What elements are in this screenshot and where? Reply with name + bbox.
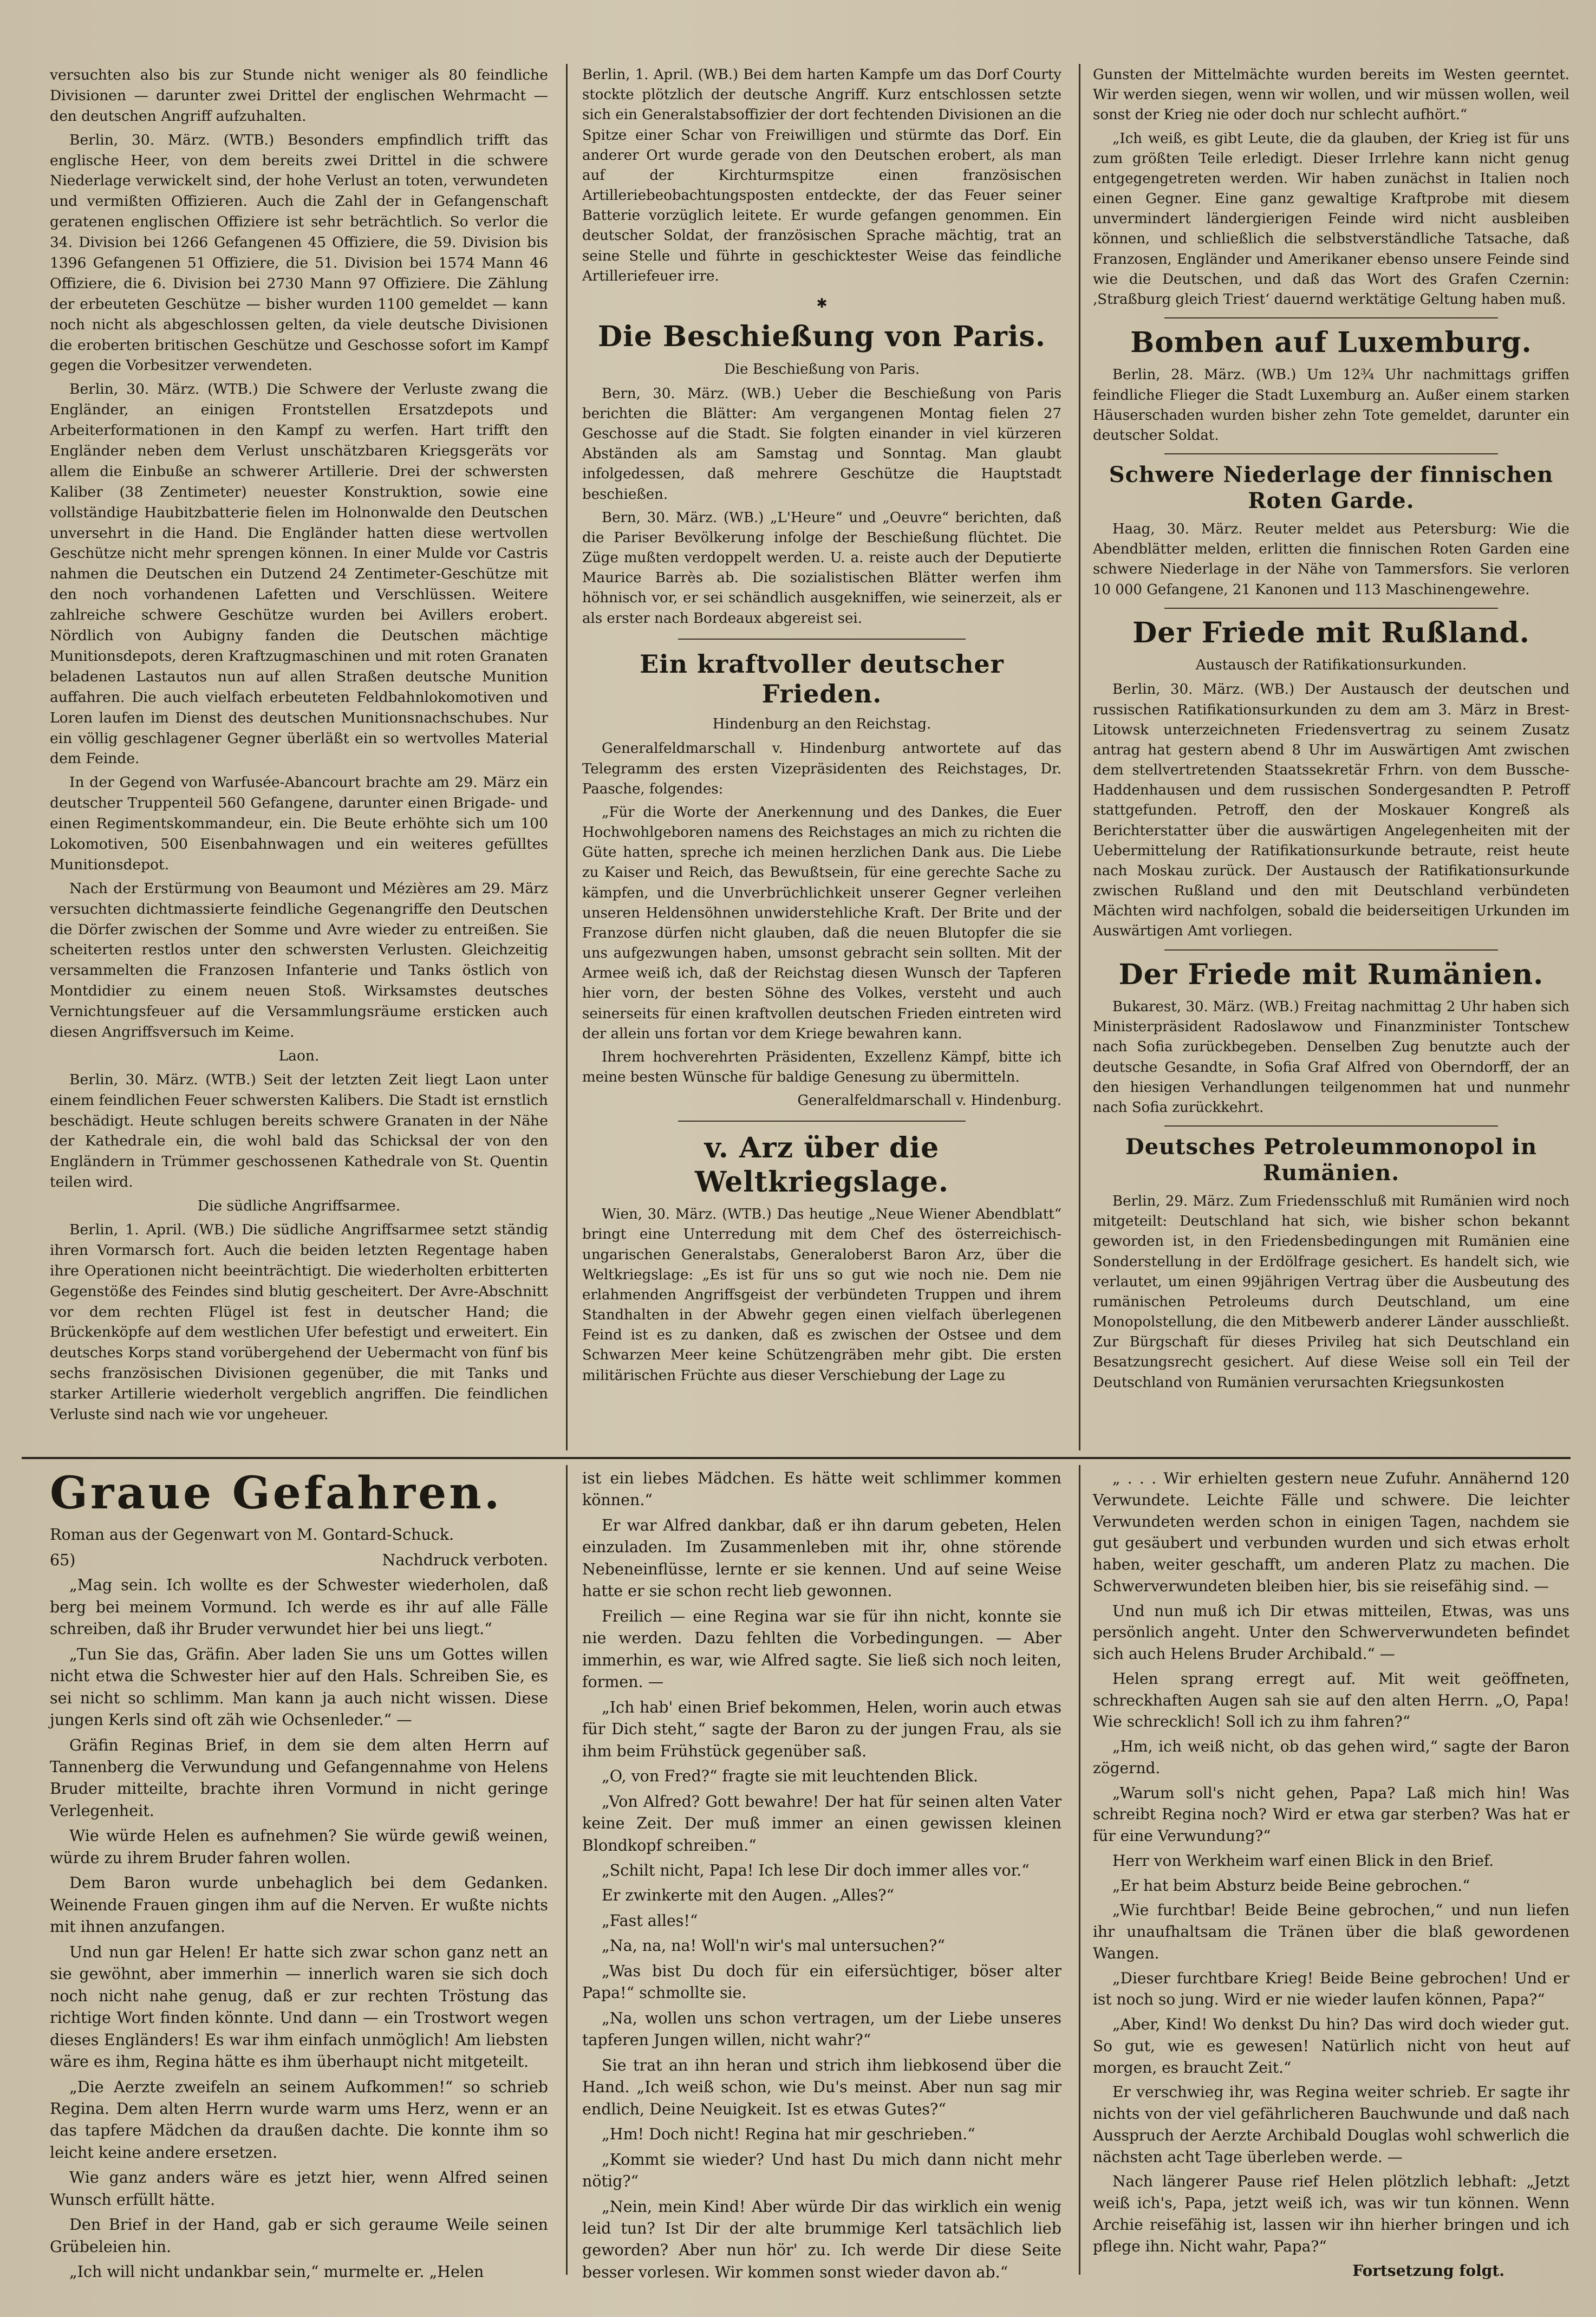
article-paragraph: Wien, 30. März. (WTB.) Das heutige „Neue Wiener Abendblatt“ bringt eine Unterredung mit dem Chef des österreichisch-ungarischen Generalstabs, Generaloberst Baron Arz, über die Weltkriegslage: „Es ist für uns so gut wie noch nie. Dem nie erlahmenden Angriffsgeist der verbündeten Truppen und ihrem Standhalten in der Abwehr gegen einen vielfach überlegenen Feind ist es zu danken, daß es zwischen der Ostsee und dem Schwarzen Meer keine Schützengräben mehr gibt. Die ersten militärischen Früchte aus dieser Verschiebung der Lage zu [582,1206,1061,1384]
serial-paragraph: „Die Aerzte zweifeln an seinem Aufkommen!“ so schrieb Regina. Dem alten Herrn wurde warm ums Herz, wenn er an das tapfere Mädchen da draußen dachte. Die konnte ihm so leicht keine andere ersetzen. [50,2078,548,2162]
serial-paragraph: Dem Baron wurde unbehaglich bei dem Gedanken. Weinende Frauen gingen ihm auf die Nerven. Er wußte nichts mit ihnen anzufangen. [50,1874,548,1936]
article-paragraph: Ihrem hochverehrten Präsidenten, Exzellenz Kämpf, bitte ich meine besten Wünsche für baldige Genesung zu übermitteln. [582,1049,1061,1086]
serial-paragraph: Wie würde Helen es aufnehmen? Sie würde gewiß weinen, würde zu ihrem Bruder fahren wollen. [50,1827,548,1867]
serial-paragraph: „Mag sein. Ich wollte es der Schwester wiederholen, daß berg bei meinem Vormund. Ich werde es ihr auf alle Fälle schreiben, daß ihr Bruder verwundet hier bei uns liegt.“ [50,1576,548,1638]
serial-paragraph: „Ich will nicht undankbar sein,“ murmelte er. „Helen [69,2263,484,2281]
serial-paragraph: „Wie furchtbar! Beide Beine gebrochen,“ und nun liefen ihr unaufhaltsam die Tränen über die blaß gewordenen Wangen. [1093,1901,1569,1962]
article-paragraph: Nach der Erstürmung von Beaumont und Mézières am 29. März versuchten dichtmassierte feindliche Gegenangriffe den Deutschen die Dörfer zwischen der Somme und Avre wieder zu entreißen. Sie scheiterten restlos unter den schwersten Verlusten. Gleichzeitig versammelten die Franzosen Infanterie und Tanks östlich von Montdidier zu einem neuen Stoß. Wirksamstes deutsches Vernichtungsfeuer auf die Versammlungsräume ersticken auch diesen Angriffsversuch im Keime. [50,880,548,1040]
serial-paragraph: Und nun gar Helen! Er hatte sich zwar schon ganz nett an sie gewöhnt, aber immerhin — innerlich waren sie sich doch noch nicht nahe genug, daß er zur rechten Tröstung das richtige Wort finden könnte. Und dann — ein Trostwort wegen dieses Engländers! Es war ihm einfach unmöglich! Am liebsten wäre es ihm, Regina hätte es ihm überhaupt nicht mitgeteilt. [50,1943,548,2071]
article-paragraph: Berlin, 30. März. (WTB.) Seit der letzten Zeit liegt Laon unter einem feindlichen Feuer schwersten Kalibers. Die Stadt ist ernstlich beschädigt. Heute schlugen bereits schwere Granaten in der Nähe der Kathedrale ein, die wohl bald das Schicksal der von den Engländern in Trümmer geschossenen Kathedrale von St. Quentin teilen wird. [50,1071,548,1191]
serial-paragraph: „O, von Fred?“ fragte sie mit leuchtenden Blick. [602,1767,979,1786]
section-rule [1164,317,1498,318]
subheadline-frieden: Hindenburg an den Reichstag. [712,716,931,733]
section-rule [1164,453,1498,454]
serial-column-1 [50,1468,548,2287]
serial-paragraph: „Tun Sie das, Gräfin. Aber laden Sie uns um Gottes willen nicht etwa die Schwester hier auf den Hals. Schreiben Sie, es sei nicht so schlimm. Man kann ja auch nicht wissen. Diese jungen Kerls sind oft zäh wie Ochsenleder.“ — [50,1645,548,1729]
headline-frieden: Ein kraftvoller deutscher Frieden. [640,649,1004,709]
serial-paragraph: Den Brief in der Hand, gab er sich geraume Weile seinen Grübeleien hin. [50,2216,548,2256]
serial-paragraph: „Er hat beim Absturz beide Beine gebrochen.“ [1112,1876,1470,1895]
serial-column-2 [582,1468,1061,2287]
signature-hindenburg: Generalfeldmarschall v. Hindenburg. [797,1092,1061,1109]
headline-finnland: Schwere Niederlage der finnischen Roten Garde. [1109,462,1554,514]
article-paragraph: Bern, 30. März. (WB.) „L'Heure“ und „Oeuvre“ berichten, daß die Pariser Bevölkerung infolge der Beschießung flüchtet. Die Züge mußten verdoppelt werden. U. a. reiste auch der Deputierte Maurice Barrès ab. Die sozialistischen Blätter werfen ihm höhnisch vor, er sei schändlich ausgekniffen, wie seinerzeit, als er als erster nach Bordeaux abgereist sei. [582,509,1061,627]
serial-installment: 65) [50,1551,76,1569]
section-rule [678,639,966,640]
article-paragraph: Berlin, 28. März. (WB.) Um 12¾ Uhr nachmittags griffen feindliche Flieger die Stadt Luxemburg an. Außer einem starken Häuserschaden wurden bisher zehn Tote gemeldet, darunter ein deutscher Soldat. [1093,367,1569,444]
news-column-1 [50,65,548,1428]
subheadline-paris: Die Beschießung von Paris. [724,361,920,378]
serial-paragraph: Herr von Werkheim warf einen Blick in den Brief. [1112,1851,1494,1870]
serial-paragraph: „Na, wollen uns schon vertragen, um der Liebe unseres tapferen Jungen willen, nicht wahr?“ [582,2009,1061,2049]
headline-rumaenien: Der Friede mit Rumänien. [1118,958,1544,991]
serial-continued: Fortsetzung folgt. [1352,2262,1504,2280]
column-rule [1079,64,1080,1450]
headline-arz: v. Arz über die Weltkriegslage. [695,1131,949,1199]
serial-paragraph: Er zwinkerte mit den Augen. „Alles?“ [602,1886,895,1905]
serial-paragraph: „Ich hab' einen Brief bekommen, Helen, worin auch etwas für Dich steht,“ sagte der Baron zu der jungen Frau, als sie ihm beim Frühstück gegenüber saß. [582,1698,1061,1760]
article-paragraph: In der Gegend von Warfusée-Abancourt brachte am 29. März ein deutscher Truppenteil 560 Gefangene, darunter einen Brigade- und einen Regimentskommandeur, ein. Die Beute erhöhte sich um 100 Lokomotiven, 500 Eisenbahnwagen und ein weiteres gefülltes Munitionsdepot. [50,774,548,873]
article-paragraph: versuchten also bis zur Stunde nicht weniger als 80 feindliche Divisionen — darunter zwei Drittel der englischen Wehrmacht — den deutschen Angriff aufzuhalten. [50,67,548,125]
article-paragraph: Berlin, 29. März. Zum Friedensschluß mit Rumänien wird noch mitgeteilt: Deutschland hat sich, wie bisher schon bekannt geworden ist, in den Friedensbedingungen mit Rumänien eine Sonderstellung in der Erdölfrage gesichert. Es handelt sich, wie verlautet, um einen 99jährigen Vertrag über die Ausbeutung des rumänischen Petroleums durch Deutschland, um eine Monopolstellung, die den Mitbewerb anderer Länder ausschließt. Zur Bürgschaft für dieses Privileg hat sich Deutschland ein Besatzungsrecht gesichert. Auf diese Weise soll ein Teil der Deutschland von Rumänien verursachten Kriegsunkosten [1093,1193,1569,1391]
column-rule [566,1465,568,2275]
serial-paragraph: ist ein liebes Mädchen. Es hätte weit schlimmer kommen können.“ [582,1469,1061,1509]
serial-byline: Roman aus der Gegenwart von M. Gontard-Schuck. [50,1526,454,1544]
news-column-3 [1093,65,1569,1396]
serial-paragraph: „Nein, mein Kind! Aber würde Dir das wirklich ein wenig leid tun? Ist Dir der alte brummige Kerl tatsächlich lieb geworden? Aber nun hör' zu. Ich werde Dir diese Seite besser vorlesen. Wir kommen sonst wieder davon ab.“ [582,2197,1061,2281]
serial-paragraph: Sie trat an ihn heran und strich ihm liebkosend über die Hand. „Ich weiß schon, wie Du's meinst. Aber nun sag mir endlich, Deine Neuigkeit. Ist es etwas Gutes?“ [582,2056,1061,2118]
article-paragraph: Berlin, 1. April. (WB.) Bei dem harten Kampfe um das Dorf Courty stockte plötzlich der deutsche Angriff. Kurz entschlossen setzte sich ein Generalstabsoffizier der dort fechtenden Divisionen an die Spitze einer Schar von Freiwilligen und stürmte das Dorf. Ein anderer Ort wurde gerade von den Deutschen erobert, als man auf der Kirchturmspitze einen französischen Artilleriebeobachtungsposten entdeckte, der das Feuer seiner Batterie vorzüglich leitete. Er wurde gefangen genommen. Ein deutscher Soldat, der französischen Sprache mächtig, trat an seine Stelle und führte in geschicktester Weise das feindliche Artilleriefeuer irre. [582,67,1061,284]
serial-rights: Nachdruck verboten. [382,1551,548,1569]
serial-paragraph: Und nun muß ich Dir etwas mitteilen, Etwas, was uns persönlich angeht. Unter den Schwerverwundeten befindet sich auch Helens Bruder Archibald.“ — [1093,1602,1569,1663]
headline-petroleum: Deutsches Petroleummonopol in Rumänien. [1125,1134,1538,1186]
serial-paragraph: Gräfin Reginas Brief, in dem sie dem alten Herrn auf Tannenberg die Verwundung und Gefangennahme von Helens Bruder mitteilte, brachte ihren Vormund in nicht geringe Verlegenheit. [50,1736,548,1820]
serial-paragraph: Er verschwieg ihr, was Regina weiter schrieb. Er sagte ihr nichts von der viel gefährlicheren Bauchwunde und daß nach Ausspruch der Aerzte Archibald Douglas wohl schwerlich die nächsten acht Tage überleben werde. — [1093,2083,1569,2166]
feuilleton-divider [22,1457,1571,1459]
serial-paragraph: „Aber, Kind! Wo denkst Du hin? Das wird doch wieder gut. So gut, wie es gewesen! Natürlich nicht von heut auf morgen, es braucht Zeit.“ [1093,2015,1569,2077]
serial-paragraph: „Fast alles!“ [602,1911,698,1930]
serial-paragraph: „Warum soll's nicht gehen, Papa? Laß mich hin! Was schreibt Regina noch? Wird er etwa gar sterben? Was hat er für eine Verwundung?“ [1093,1784,1569,1845]
article-paragraph: Bern, 30. März. (WB.) Ueber die Beschießung von Paris berichten die Blätter: Am vergangenen Montag fielen 27 Geschosse auf die Stadt. Sie folgten einander in viel kürzeren Abständen als am Samstag und Sonntag. Man glaubt infolgedessen, daß mehrere Geschütze die Hauptstadt beschießen. [582,385,1061,503]
article-paragraph: Berlin, 30. März. (WB.) Der Austausch der deutschen und russischen Ratifikationsurkunden zu dem am 3. März in Brest-Litowsk unterzeichneten Friedensvertrag zu seinem Zusatz antrag hat gestern abend 8 Uhr im Auswärtigen Amt zwischen dem stellvertretenden Staatssekretär Frhrn. von dem Bussche-Haddenhausen und dem russischen Sondergesandten P. Petroff stattgefunden. Petroff, den der Moskauer Kongreß als Berichterstatter über die auswärtigen Angelegenheiten mit der Uebermittelung der Ratifikationsurkunde betraute, reist heute nach Moskau zurück. Der Austausch der Ratifikationsurkunde zwischen Rußland und den mit Deutschland verbündeten Mächten wird nachfolgen, sobald die beiderseitigen Urkunden im Auswärtigen Amt vorliegen. [1093,681,1569,940]
section-rule [1164,608,1498,609]
article-paragraph: Haag, 30. März. Reuter meldet aus Petersburg: Wie die Abendblätter melden, erlitten die finnischen Roten Garden eine schwere Niederlage in der Nähe von Tammersfors. Sie verloren 10 000 Gefangene, 21 Kanonen und 113 Maschinengewehre. [1093,521,1569,598]
serial-paragraph: Wie ganz anders wäre es jetzt hier, wenn Alfred seinen Wunsch erfüllt hätte. [50,2169,548,2209]
serial-paragraph: „Was bist Du doch für ein eifersüchtiger, böser alter Papa!“ schmollte sie. [582,1962,1061,2002]
serial-paragraph: „Schilt nicht, Papa! Ich lese Dir doch immer alles vor.“ [602,1861,1030,1879]
serial-paragraph: „Von Alfred? Gott bewahre! Der hat für seinen alten Vater keine Zeit. Der muß immer an einen gewissen kleinen Blondkopf schreiben.“ [582,1792,1061,1854]
article-paragraph: Berlin, 30. März. (WTB.) Besonders empfindlich trifft das englische Heer, von dem bereits zwei Drittel in die schwere Niederlage verwickelt sind, der hohe Verlust an toten, verwundeten und vermißten Offizieren. Auch die Zahl der in Gefangenschaft geratenen englischen Offiziere ist sehr beträchtlich. So verlor die 34. Division bei 1266 Gefangenen 45 Offiziere, die 59. Division bis 1396 Gefangenen 51 Offiziere, die 51. Division bei 1574 Mann 46 Offiziere, die 6. Division bei 2730 Mann 97 Offiziere. Die Zählung der erbeuteten Geschütze — bisher wurden 1100 gemeldet — kann noch nicht als abgeschlossen gelten, da viele deutsche Divisionen die eroberten britischen Geschütze und Geschosse sofort im Kampf gegen die Vorbesitzer verwendeten. [50,131,548,374]
serial-paragraph: „ . . . Wir erhielten gestern neue Zufuhr. Annähernd 120 Verwundete. Leichte Fälle und schwere. Die leichter Verwundeten werden schon in einigen Tagen, nachdem sie gut gesäubert und verbunden wurden und sich etwas erholt haben, weiter geschafft, um anderen Platz zu machen. Die Schwerverwundeten bleiben hier, bis sie reisefähig sind. — [1093,1469,1569,1595]
article-paragraph: „Für die Worte der Anerkennung und des Dankes, die Euer Hochwohlgeboren namens des Reichstages an mich zu richten die Güte hatten, spreche ich meinen herzlichen Dank aus. Die Liebe zu Kaiser und Reich, das Bewußtsein, für eine gerechte Sache zu kämpfen, und die Unverbrüchlichkeit unserer Gegner verleihen unseren Heldensöhnen unwiderstehliche Kraft. Der Brite und der Franzose dürfen nicht glauben, daß die neuen Blutopfer die sie uns aufgezwungen haben, umsonst gebracht sein sollten. Mit der Armee weiß ich, daß der Reichstag diesen Wunsch der Tapferen hier vorn, der besten Söhne des Volkes, versteht und auch seinerseits für einen kraftvollen deutschen Frieden eintreten wird der allein uns fortan vor dem Kriege bewahren kann. [582,804,1061,1042]
subheadline-russland: Austausch der Ratifikationsurkunden. [1195,657,1467,674]
serial-paragraph: Er war Alfred dankbar, daß er ihn darum gebeten, Helen einzuladen. Im Zusammenleben mit ihr, ohne störende Nebeneinflüsse, lernte er sie kennen. Und auf seine Weise hatte er sie schon recht lieb gewonnen. [582,1516,1061,1600]
serial-paragraph: Freilich — eine Regina war sie für ihn nicht, konnte sie nie werden. Dazu fehlten die Vorbedingungen. — Aber immerhin, es war, wie Alfred sagte. Sie ließ sich noch leiten, formen. — [582,1607,1061,1691]
column-rule [566,64,568,1450]
serial-paragraph: „Na, na, na! Woll'n wir's mal untersuchen?“ [602,1937,945,1955]
section-rule [1164,949,1498,951]
article-paragraph: „Ich weiß, es gibt Leute, die da glauben, der Krieg ist für uns zum größten Teile erledigt. Dieser Irrlehre kann nicht genug entgegengetreten werden. Wir haben zunächst in Italien noch einen Gegner. Eine ganz gewaltige Kraftprobe mit diesem unvermindert ländergierigen Feinde wird nicht ausbleiben können, und schließlich die selbstverständliche Tatsache, daß Franzosen, Engländer und Amerikaner ebenso unsere Feinde sind wie die Deutschen, und daß das Wort des Grafen Czernin: ‚Straßburg gleich Triest‘ dauernd werktätige Geltung haben muß. [1093,130,1569,308]
article-paragraph: Gunsten der Mittelmächte wurden bereits im Westen geerntet. Wir werden siegen, wenn wir wollen, und wir müssen wollen, weil sonst der Krieg nie oder doch nur schlecht aufhört.“ [1093,67,1569,123]
column-rule [1079,1465,1080,2275]
section-subheading: Die südliche Angriffsarmee. [197,1197,401,1215]
serial-meta [50,1550,548,1571]
serial-paragraph: „Hm! Doch nicht! Regina hat mir geschrieben.“ [602,2125,975,2144]
headline-luxemburg: Bomben auf Luxemburg. [1130,326,1532,360]
serial-paragraph: Nach längerer Pause rief Helen plötzlich lebhaft: „Jetzt weiß ich's, Papa, jetzt weiß ich, was wir tun können. Wenn Archie reisefähig ist, lassen wir ihn hierher bringen und ich pflege ihn. Nicht wahr, Papa?“ [1093,2172,1569,2255]
article-paragraph: Generalfeldmarschall v. Hindenburg antwortete auf das Telegramm des ersten Vizepräsidenten des Reichstages, Dr. Paasche, folgendes: [582,740,1061,797]
headline-russland: Der Friede mit Rußland. [1132,616,1530,649]
news-column-2 [582,65,1061,1389]
article-paragraph: Bukarest, 30. März. (WB.) Freitag nachmittag 2 Uhr haben sich Ministerpräsident Radoslawow und Finanzminister Tontschew nach Sofia zurückbegeben. Denselben Zug benutzte auch der deutsche Gesandte, in Sofia Graf Alfred von Oberndorff, der an den hiesigen Verhandlungen teilgenommen hat und nunmehr nach Sofia zurückkehrt. [1093,999,1569,1116]
separator-star: ✱ [816,295,828,311]
section-rule [1164,1125,1498,1127]
article-paragraph: Berlin, 30. März. (WTB.) Die Schwere der Verluste zwang die Engländer, an einigen Frontstellen Ersatzdepots und Arbeiterformationen in den Kampf zu werfen. Hart trifft den Engländer neben dem Verlust unschätzbaren Kriegsgeräts vor allem die Einbuße an schwerer Artillerie. Drei der schwersten Kaliber (38 Zentimeter) neuester Konstruktion, sowie eine vollständige Haubitzbatterie fielen im Holnonwalde den Deutschen unversehrt in die Hand. Die Engländer hatten diese wertvollen Geschütze nicht mehr sprengen können. In einer Mulde vor Castris nahmen die Deutschen ein Dutzend 24 Zentimeter-Geschütze mit den noch vorhandenen Lafetten und Verschlüssen. Weitere zahlreiche schwere Geschütze wurden bei Avillers erobert. Nördlich von Aubigny fanden die Deutschen mächtige Munitionsdepots, deren Kraftzugmaschinen und mit roten Granaten beladenen Lastautos nun auf allen Straßen deutsche Munition auffahren. Die auch vielfach erbeuteten Feldbahnlokomotiven und Loren laufen im Dienst des deutschen Munitionsnachschubes. Nur ein völlig geschlagener Gegner überläßt ein so wertvolles Material dem Feinde. [50,381,548,767]
serial-paragraph: „Hm, ich weiß nicht, ob das gehen wird,“ sagte der Baron zögernd. [1093,1737,1569,1777]
section-subheading: Laon. [278,1047,320,1064]
section-rule [678,1121,966,1122]
serial-title: Graue Gefahren. [50,1467,503,1519]
serial-paragraph: „Dieser furchtbare Krieg! Beide Beine gebrochen! Und er ist noch so jung. Wird er nie wieder laufen können, Papa?“ [1093,1969,1569,2009]
serial-paragraph: „Kommt sie wieder? Und hast Du mich dann nicht mehr nötig?“ [582,2150,1061,2191]
serial-column-3 [1093,1468,1569,2285]
serial-paragraph: Helen sprang erregt auf. Mit weit geöffneten, schreckhaften Augen sah sie auf den alten Herrn. „O, Papa! Wie schrecklich! Soll ich zu ihm fahren?“ [1093,1669,1569,1731]
article-paragraph: Berlin, 1. April. (WB.) Die südliche Angriffsarmee setzt ständig ihren Vormarsch fort. Auch die beiden letzten Regentage haben ihre Operationen nicht beeinträchtigt. Die wiederholten erbitterten Gegenstöße des Feindes sind blutig gescheitert. Der Avre-Abschnitt vor dem rechten Flügel ist fest in deutscher Hand; die Brückenköpfe auf dem westlichen Ufer befestigt und erweitert. Ein deutsches Korps stand vorübergehend der Uebermacht von fünf bis sechs französischen Divisionen gegenüber, die mit Tanks und starker Artillerie wiederholt vergeblich angriffen. Die feindlichen Verluste sind nach wie vor ungeheuer. [50,1221,548,1423]
headline-paris: Die Beschießung von Paris. [598,320,1046,354]
